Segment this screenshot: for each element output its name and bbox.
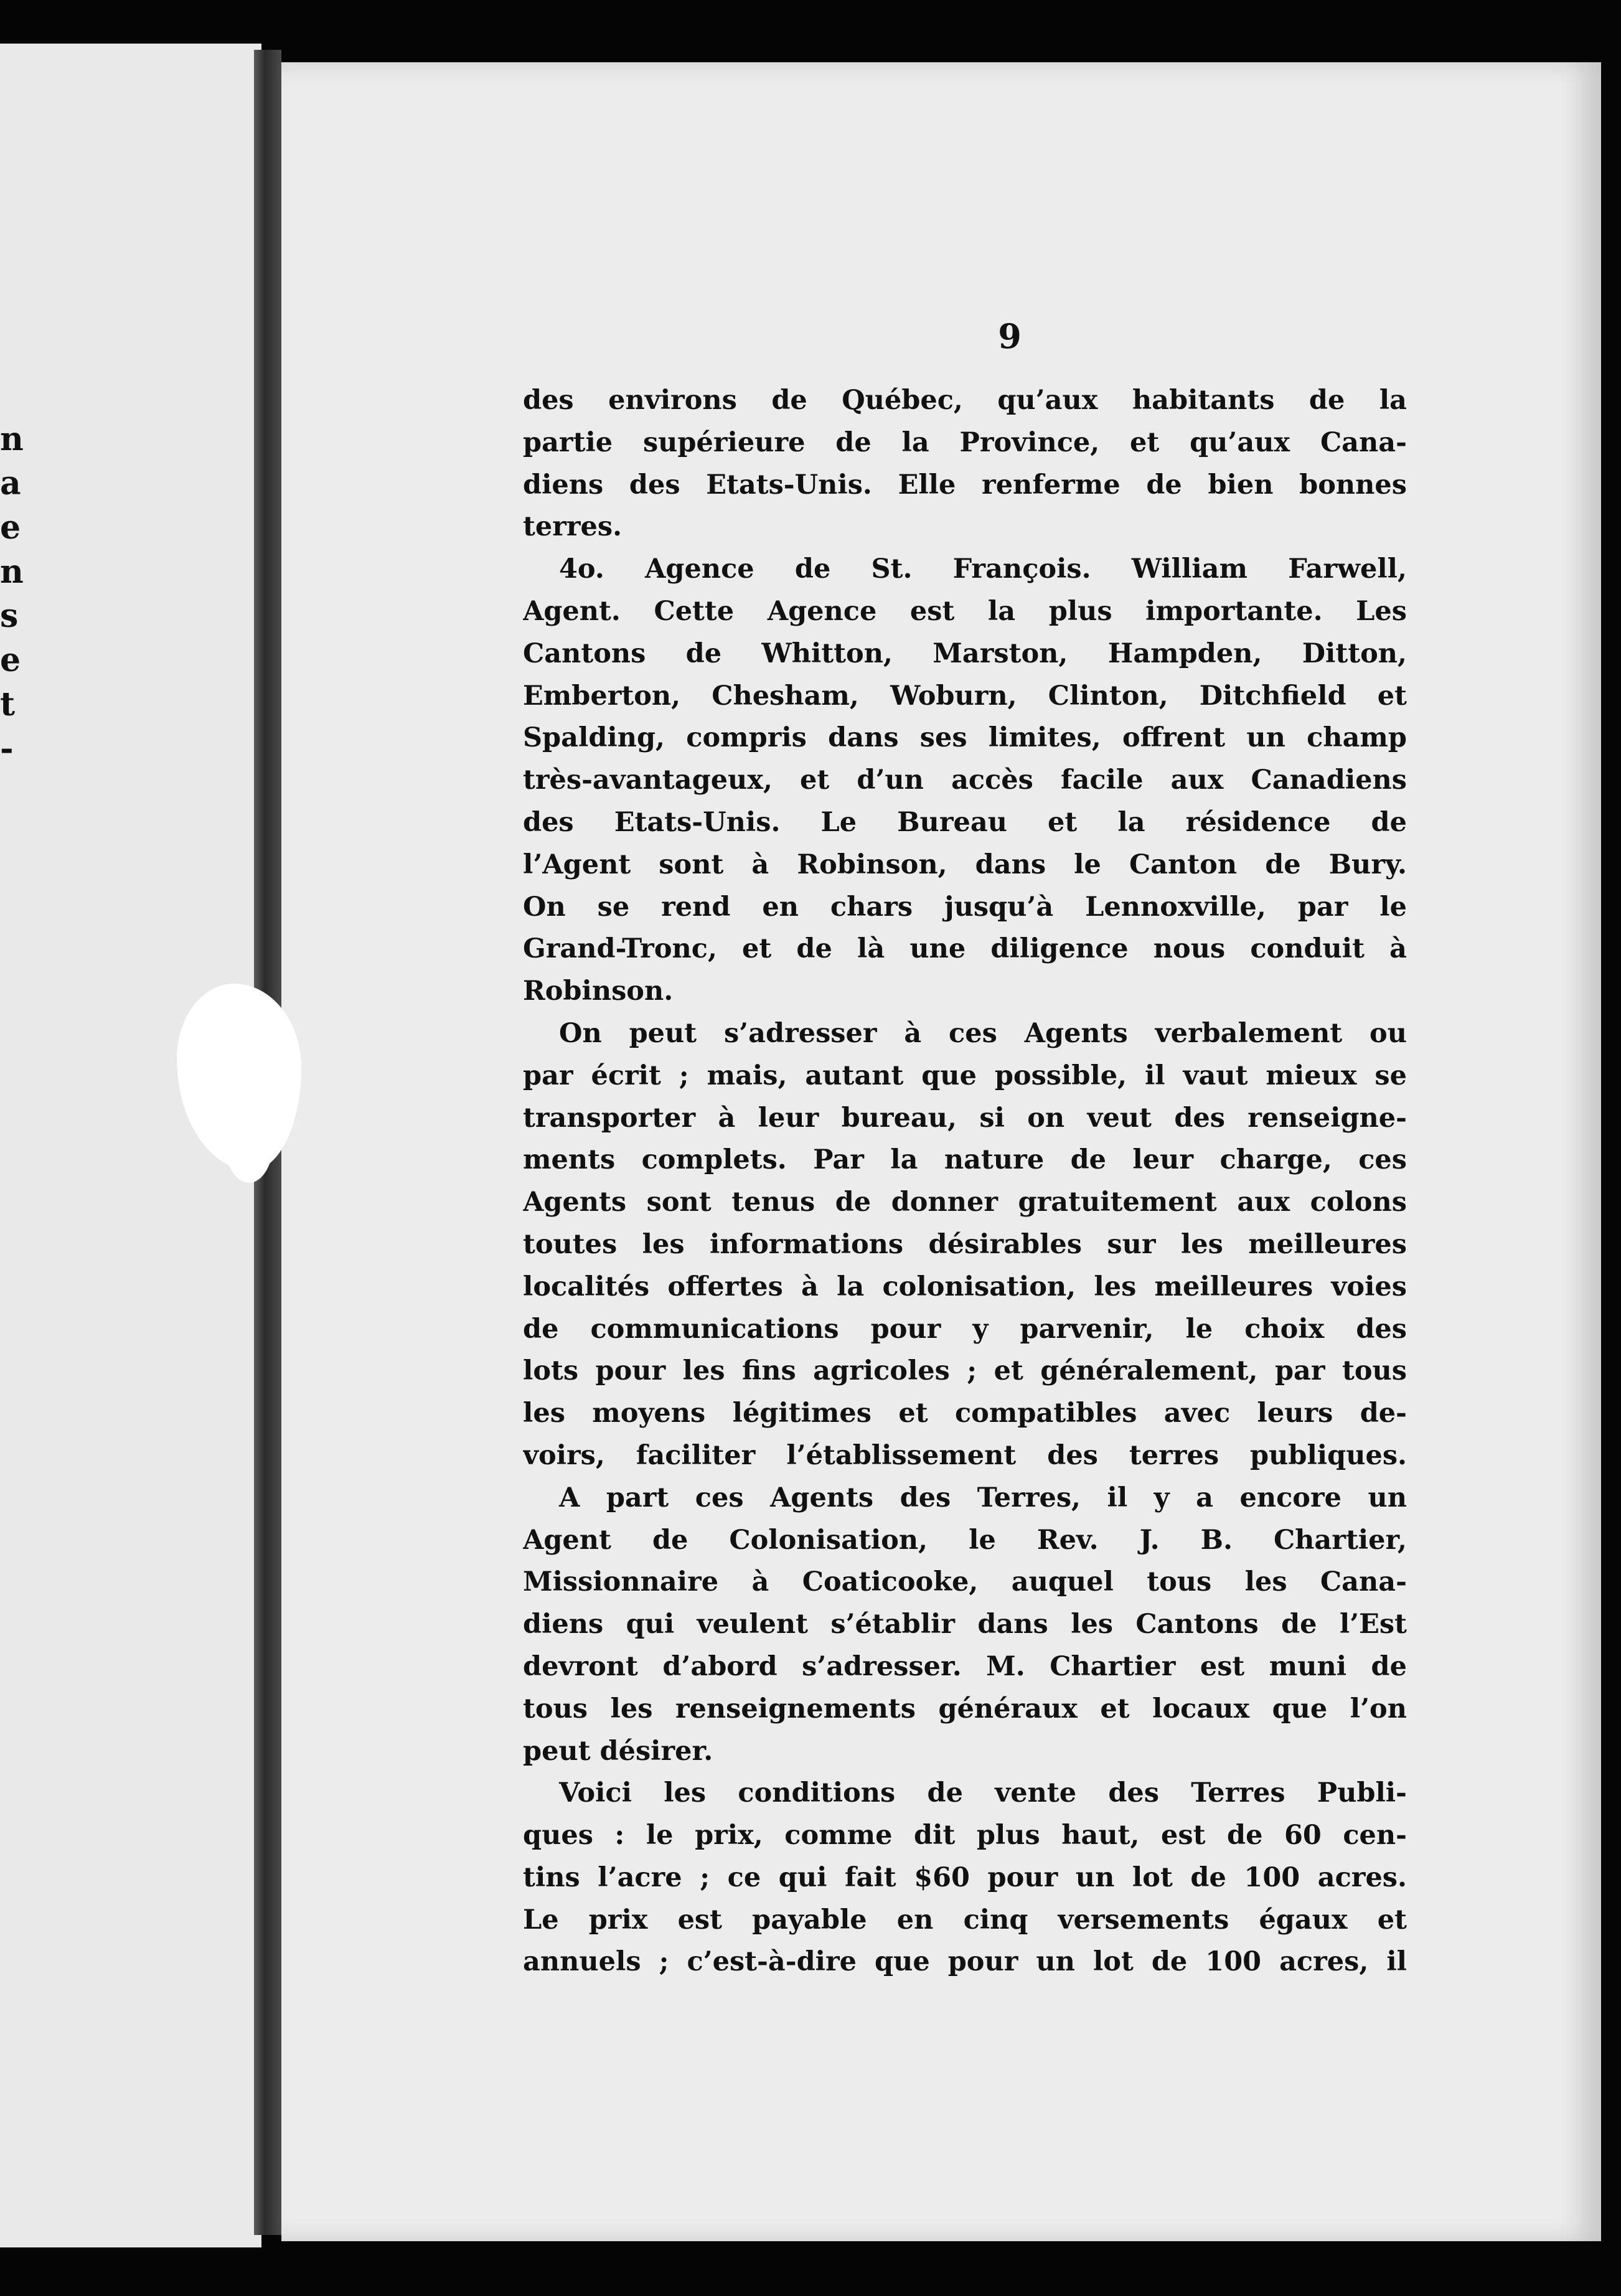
- fragment-letter: e: [0, 641, 21, 679]
- text-line: l’Agent sont à Robinson, dans le Canton de Bury.: [523, 849, 1407, 880]
- text-line: des Etats-Unis. Le Bureau et la résidence de: [523, 806, 1407, 838]
- text-line: lots pour les fins agricoles ; et généralement, par tous: [523, 1355, 1407, 1387]
- page-number: 9: [998, 316, 1022, 356]
- text-line: Le prix est payable en cinq versements égaux et: [523, 1904, 1407, 1936]
- fragment-letter: n: [0, 420, 24, 458]
- text-line: Spalding, compris dans ses limites, offrent un champ: [523, 722, 1407, 754]
- text-line: tous les renseignements généraux et locaux que l’on: [523, 1693, 1407, 1724]
- text-line: tins l’acre ; ce qui fait $60 pour un lot de 100 acres.: [523, 1861, 1407, 1893]
- page: [281, 62, 1601, 2241]
- text-line: Emberton, Chesham, Woburn, Clinton, Ditchfield et: [523, 680, 1407, 712]
- text-line: les moyens légitimes et compatibles avec leurs de-: [523, 1398, 1407, 1429]
- text-line: diens des Etats-Unis. Elle renferme de bien bonnes: [523, 469, 1407, 501]
- text-line: peut désirer.: [523, 1735, 713, 1767]
- text-line: On se rend en chars jusqu’à Lennoxville, par le: [523, 891, 1407, 923]
- text-line: Grand-Tronc, et de là une diligence nous conduit à: [523, 933, 1407, 965]
- text-line: ques : le prix, comme dit plus haut, est de 60 cen-: [523, 1820, 1407, 1851]
- fragment-letter: e: [0, 509, 21, 547]
- fragment-letter: n: [0, 553, 24, 591]
- text-line: Missionnaire à Coaticooke, auquel tous les Cana-: [523, 1566, 1407, 1598]
- body-text: [523, 380, 1407, 1983]
- fragment-letter: s: [0, 597, 19, 635]
- fragment-letter: -: [0, 730, 14, 768]
- fragment-letter: t: [0, 685, 16, 723]
- text-line: Voici les conditions de vente des Terres Publi-: [559, 1777, 1407, 1809]
- text-line: On peut s’adresser à ces Agents verbalement ou: [559, 1017, 1407, 1049]
- previous-page-text-fragment: [0, 417, 25, 771]
- text-line: ments complets. Par la nature de leur charge, ces: [523, 1144, 1407, 1176]
- text-line: toutes les informations désirables sur les meilleures: [523, 1228, 1407, 1260]
- text-line: Robinson.: [523, 976, 674, 1007]
- paper-damage-hole: [224, 1096, 274, 1183]
- text-line: des environs de Québec, qu’aux habitants de la: [523, 385, 1407, 416]
- text-line: A part ces Agents des Terres, il y a encore un: [559, 1482, 1407, 1513]
- text-line: par écrit ; mais, autant que possible, il vaut mieux se: [523, 1060, 1407, 1091]
- text-line: voirs, faciliter l’établissement des terres publiques.: [523, 1439, 1407, 1471]
- text-line: 4o. Agence de St. François. William Farwell,: [559, 553, 1407, 585]
- text-line: Agent. Cette Agence est la plus importante. Les: [523, 595, 1407, 627]
- text-line: diens qui veulent s’établir dans les Cantons de l’Est: [523, 1609, 1407, 1640]
- text-line: de communications pour y parvenir, le choix des: [523, 1313, 1407, 1345]
- text-line: annuels ; c’est-à-dire que pour un lot de 100 acres, il: [523, 1946, 1407, 1978]
- text-line: devront d’abord s’adresser. M. Chartier est muni de: [523, 1650, 1407, 1682]
- text-line: Agents sont tenus de donner gratuitement aux colons: [523, 1187, 1407, 1218]
- text-line: très-avantageux, et d’un accès facile aux Canadiens: [523, 765, 1407, 796]
- text-line: transporter à leur bureau, si on veut des renseigne-: [523, 1102, 1407, 1134]
- text-line: Cantons de Whitton, Marston, Hampden, Ditton,: [523, 638, 1407, 669]
- text-line: localités offertes à la colonisation, les meilleures voies: [523, 1271, 1407, 1302]
- text-line: terres.: [523, 511, 623, 543]
- fragment-letter: a: [0, 464, 21, 502]
- text-line: partie supérieure de la Province, et qu’aux Cana-: [523, 426, 1407, 458]
- text-line: Agent de Colonisation, le Rev. J. B. Chartier,: [523, 1524, 1407, 1556]
